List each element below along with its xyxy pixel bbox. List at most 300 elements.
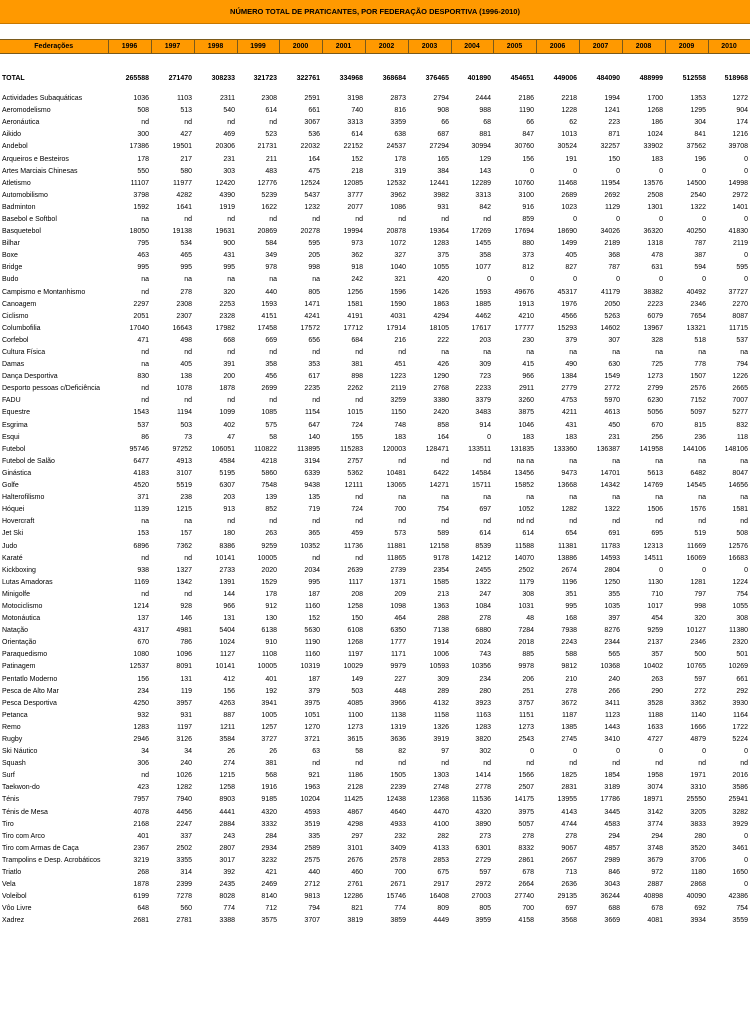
- spacer-row: [0, 85, 750, 93]
- table-cell: 2367: [133, 844, 149, 852]
- table-cell: 550: [137, 167, 149, 175]
- table-cell: nd: [227, 349, 235, 357]
- table-cell: na: [740, 349, 748, 357]
- table-cell: 3388: [219, 917, 235, 925]
- table-cell: 1256: [347, 288, 363, 296]
- table-cell: nd: [355, 554, 363, 562]
- table-cell: 2307: [176, 312, 192, 320]
- table-cell: 1566: [518, 772, 534, 780]
- federation-name: Artes Marciais Chinesas: [2, 167, 78, 175]
- total-cell: 321723: [253, 75, 277, 82]
- table-cell: nd: [184, 397, 192, 405]
- table-cell: 12085: [343, 179, 363, 187]
- table-cell: 309: [437, 675, 449, 683]
- table-cell: 4263: [219, 699, 235, 707]
- table-cell: 3957: [176, 699, 192, 707]
- table-cell: 2692: [604, 191, 620, 199]
- table-cell: 12111: [344, 482, 363, 490]
- table-cell: 2308: [261, 95, 277, 103]
- table-cell: 2884: [219, 820, 235, 828]
- table-cell: 6896: [133, 542, 149, 550]
- table-cell: 3461: [732, 844, 748, 852]
- table-cell: 20278: [300, 228, 320, 236]
- table-cell: 3355: [176, 856, 192, 864]
- table-cell: 0: [702, 566, 706, 574]
- table-cell: na: [698, 457, 706, 465]
- table-cell: 6199: [133, 893, 149, 901]
- table-cell: 1592: [133, 203, 149, 211]
- table-cell: 490: [565, 361, 577, 369]
- table-cell: 3672: [561, 699, 577, 707]
- table-cell: 1055: [732, 602, 748, 610]
- table-cell: 208: [351, 590, 363, 598]
- table-cell: 7654: [690, 312, 706, 320]
- table-cell: 805: [479, 905, 491, 913]
- table-cell: 2671: [390, 881, 406, 889]
- table-cell: 3017: [219, 856, 235, 864]
- table-cell: 153: [137, 530, 149, 538]
- federation-name: Ciclismo: [2, 312, 29, 320]
- table-cell: na: [441, 349, 449, 357]
- table-cell: 4320: [261, 808, 277, 816]
- table-cell: 231: [608, 433, 620, 441]
- table-cell: 1863: [433, 300, 449, 308]
- table-cell: 309: [479, 361, 491, 369]
- table-cell: 17040: [129, 324, 149, 332]
- table-cell: 912: [265, 602, 277, 610]
- table-cell: 859: [522, 215, 534, 223]
- table-cell: 4640: [390, 808, 406, 816]
- table-cell: 498: [180, 336, 192, 344]
- federation-name: Surf: [2, 772, 15, 780]
- table-cell: 3198: [347, 95, 363, 103]
- federation-name: Remo: [2, 723, 21, 731]
- table-row: [0, 492, 750, 504]
- table-cell: 9978: [518, 663, 534, 671]
- table-cell: 973: [351, 240, 363, 248]
- table-cell: 12524: [300, 179, 320, 187]
- table-cell: 192: [265, 687, 277, 695]
- table-cell: na: [569, 349, 577, 357]
- table-cell: 6477: [133, 457, 149, 465]
- table-cell: 11425: [344, 796, 363, 804]
- table-cell: nd: [526, 760, 534, 768]
- table-cell: nd: [184, 554, 192, 562]
- table-cell: 4078: [133, 808, 149, 816]
- table-cell: 4390: [219, 191, 235, 199]
- table-cell: 1777: [390, 639, 406, 647]
- table-cell: 2189: [604, 240, 620, 248]
- table-cell: 471: [137, 336, 149, 344]
- federation-name: Vela: [2, 881, 16, 889]
- federation-name: Golfe: [2, 482, 19, 490]
- table-cell: 3774: [647, 820, 663, 828]
- table-cell: 0: [487, 433, 491, 441]
- table-cell: 4085: [347, 699, 363, 707]
- table-cell: 10760: [514, 179, 534, 187]
- table-cell: 236: [694, 433, 706, 441]
- table-cell: 412: [223, 675, 235, 683]
- table-cell: 174: [736, 119, 748, 127]
- table-cell: 223: [608, 119, 620, 127]
- federation-name: Taekwon-do: [2, 784, 40, 792]
- table-cell: 2507: [518, 784, 534, 792]
- table-cell: 440: [265, 288, 277, 296]
- federation-name: Futebol: [2, 445, 26, 453]
- table-cell: 1024: [219, 639, 235, 647]
- table-cell: 1257: [261, 723, 277, 731]
- table-cell: 240: [180, 760, 192, 768]
- table-cell: 349: [265, 252, 277, 260]
- table-cell: 670: [137, 639, 149, 647]
- total-cell: 271470: [168, 75, 192, 82]
- table-cell: 1283: [433, 240, 449, 248]
- table-cell: 2253: [219, 300, 235, 308]
- table-row: [0, 577, 750, 589]
- table-cell: 2729: [475, 856, 491, 864]
- table-cell: 710: [651, 590, 663, 598]
- table-row: [0, 867, 750, 879]
- table-cell: 17694: [514, 228, 534, 236]
- table-cell: 1290: [433, 373, 449, 381]
- table-cell: 565: [608, 651, 620, 659]
- table-cell: 320: [694, 615, 706, 623]
- table-cell: 351: [565, 590, 577, 598]
- table-cell: 66: [526, 119, 534, 127]
- table-cell: nd: [269, 518, 277, 526]
- table-cell: 115283: [340, 445, 363, 453]
- table-cell: 15293: [557, 324, 577, 332]
- table-cell: 668: [223, 336, 235, 344]
- table-cell: 183: [522, 433, 534, 441]
- table-cell: 3359: [390, 119, 406, 127]
- table-row: [0, 262, 750, 274]
- federation-name: Actividades Subaquáticas: [2, 95, 83, 103]
- table-cell: 16408: [429, 893, 449, 901]
- table-cell: 405: [180, 361, 192, 369]
- table-cell: 38382: [643, 288, 663, 296]
- table-cell: 131835: [510, 445, 534, 453]
- federation-name: Hovercraft: [2, 518, 35, 526]
- table-cell: 2807: [219, 844, 235, 852]
- table-cell: 1994: [604, 95, 620, 103]
- table-cell: 938: [137, 566, 149, 574]
- table-cell: 3875: [518, 409, 534, 417]
- table-cell: 155: [351, 433, 363, 441]
- table-cell: 1326: [433, 723, 449, 731]
- table-cell: 213: [437, 590, 449, 598]
- table-cell: 2665: [732, 385, 748, 393]
- table-cell: 0: [744, 881, 748, 889]
- table-cell: 19631: [215, 228, 235, 236]
- table-row: [0, 758, 750, 770]
- table-cell: 6230: [647, 397, 663, 405]
- table-cell: 900: [223, 240, 235, 248]
- table-cell: 5970: [604, 397, 620, 405]
- table-cell: 209: [394, 590, 406, 598]
- table-cell: 654: [565, 530, 577, 538]
- table-cell: 2435: [219, 881, 235, 889]
- table-cell: nd: [655, 760, 663, 768]
- table-cell: 4462: [475, 312, 491, 320]
- table-row: [0, 903, 750, 915]
- table-cell: 29135: [557, 893, 577, 901]
- table-cell: 1666: [690, 723, 706, 731]
- table-cell: 0: [744, 155, 748, 163]
- table-cell: 289: [437, 687, 449, 695]
- table-cell: 66: [441, 119, 449, 127]
- federation-name: Natação: [2, 627, 29, 635]
- table-cell: 2233: [475, 385, 491, 393]
- table-cell: 16643: [172, 324, 192, 332]
- table-cell: 684: [351, 336, 363, 344]
- table-cell: 8091: [176, 663, 192, 671]
- table-cell: 2636: [561, 881, 577, 889]
- table-row: [0, 323, 750, 335]
- table-cell: 743: [479, 651, 491, 659]
- table-cell: 2218: [561, 95, 577, 103]
- total-cell: 308233: [211, 75, 235, 82]
- table-cell: 3748: [647, 844, 663, 852]
- table-cell: 18690: [557, 228, 577, 236]
- table-cell: 1130: [647, 578, 663, 586]
- table-cell: 0: [744, 276, 748, 284]
- total-cell: 265588: [125, 75, 149, 82]
- table-cell: 4132: [433, 699, 449, 707]
- table-cell: 14656: [728, 482, 748, 490]
- federation-name: Cultura Física: [2, 349, 46, 357]
- table-cell: 19138: [172, 228, 192, 236]
- table-row: [0, 202, 750, 214]
- table-cell: 1885: [475, 300, 491, 308]
- table-cell: 278: [522, 832, 534, 840]
- table-cell: 211: [265, 155, 277, 163]
- table-cell: 294: [608, 832, 620, 840]
- table-cell: 9812: [561, 663, 577, 671]
- table-row: [0, 843, 750, 855]
- table-cell: nd: [355, 215, 363, 223]
- table-cell: 4520: [133, 482, 149, 490]
- table-cell: 1506: [647, 506, 663, 514]
- table-cell: 778: [694, 361, 706, 369]
- table-cell: 2119: [732, 240, 748, 248]
- table-cell: 3528: [647, 699, 663, 707]
- table-row: [0, 637, 750, 649]
- table-cell: nd: [355, 349, 363, 357]
- table-cell: 2543: [518, 736, 534, 744]
- table-row: [0, 359, 750, 371]
- table-cell: 14545: [686, 482, 706, 490]
- table-cell: 10593: [429, 663, 449, 671]
- table-cell: 217: [180, 155, 192, 163]
- table-cell: 0: [659, 748, 663, 756]
- table-cell: 719: [308, 506, 320, 514]
- table-cell: na: [312, 276, 320, 284]
- table-cell: 156: [223, 687, 235, 695]
- table-row: [0, 831, 750, 843]
- table-cell: 15746: [386, 893, 406, 901]
- table-cell: 6079: [647, 312, 663, 320]
- table-cell: 272: [694, 687, 706, 695]
- table-cell: nd: [612, 760, 620, 768]
- table-cell: nd: [483, 760, 491, 768]
- table-cell: 724: [351, 421, 363, 429]
- table-cell: 2689: [561, 191, 577, 199]
- table-cell: 1258: [347, 602, 363, 610]
- table-cell: 1232: [304, 203, 320, 211]
- table-cell: 661: [308, 107, 320, 115]
- table-cell: 2016: [732, 772, 748, 780]
- table-cell: 584: [265, 240, 277, 248]
- federation-name: Voleibol: [2, 893, 27, 901]
- table-cell: 614: [479, 530, 491, 538]
- table-cell: 14070: [514, 554, 534, 562]
- table-cell: 118: [736, 433, 748, 441]
- table-cell: 379: [308, 687, 320, 695]
- table-cell: 1971: [690, 772, 706, 780]
- table-cell: 614: [265, 107, 277, 115]
- table-cell: 809: [437, 905, 449, 913]
- table-cell: 1258: [219, 784, 235, 792]
- federation-name: Ténis: [2, 796, 20, 804]
- table-cell: 4933: [390, 820, 406, 828]
- table-cell: 130: [265, 615, 277, 623]
- table-cell: 6350: [390, 627, 406, 635]
- table-cell: 631: [651, 264, 663, 272]
- table-cell: 454: [651, 615, 663, 623]
- table-cell: na: [483, 494, 491, 502]
- federation-name: FADU: [2, 397, 21, 405]
- table-cell: 150: [608, 155, 620, 163]
- table-cell: 4191: [347, 312, 363, 320]
- table-cell: na: [184, 518, 192, 526]
- table-cell: nd: [141, 772, 149, 780]
- table-cell: 137: [137, 615, 149, 623]
- table-cell: 12438: [386, 796, 406, 804]
- federation-name: Basquetebol: [2, 228, 41, 236]
- table-cell: 1384: [561, 373, 577, 381]
- table-cell: 4744: [561, 820, 577, 828]
- table-cell: 3669: [604, 917, 620, 925]
- table-cell: 1099: [219, 409, 235, 417]
- table-cell: 1322: [604, 506, 620, 514]
- table-cell: 4282: [176, 191, 192, 199]
- table-cell: 191: [565, 155, 577, 163]
- table-cell: 19994: [343, 228, 363, 236]
- table-cell: 140: [308, 433, 320, 441]
- table-cell: 3559: [732, 917, 748, 925]
- table-cell: 995: [137, 264, 149, 272]
- table-cell: 8276: [604, 627, 620, 635]
- table-cell: 10765: [686, 663, 706, 671]
- header-year: 2008: [622, 40, 665, 54]
- federation-name: Kickboxing: [2, 566, 36, 574]
- table-cell: 1085: [261, 409, 277, 417]
- table-cell: 156: [137, 675, 149, 683]
- table-cell: 0: [530, 748, 534, 756]
- table-cell: nd: [184, 215, 192, 223]
- header-row: [0, 40, 750, 54]
- table-cell: 1197: [176, 723, 192, 731]
- table-cell: 17777: [514, 324, 534, 332]
- table-cell: 3575: [261, 917, 277, 925]
- table-cell: 32257: [600, 143, 620, 151]
- table-cell: 210: [565, 675, 577, 683]
- table-cell: 10141: [215, 663, 235, 671]
- table-cell: 858: [437, 421, 449, 429]
- table-cell: 440: [308, 869, 320, 877]
- table-cell: 1319: [390, 723, 406, 731]
- table-cell: 392: [223, 869, 235, 877]
- table-cell: 1215: [219, 772, 235, 780]
- table-cell: na: [441, 494, 449, 502]
- table-cell: 3101: [347, 844, 363, 852]
- table-cell: na: [740, 457, 748, 465]
- table-cell: 1098: [390, 602, 406, 610]
- table-cell: na: [483, 349, 491, 357]
- table-cell: 17572: [300, 324, 320, 332]
- table-cell: 1017: [647, 602, 663, 610]
- table-cell: 4151: [261, 312, 277, 320]
- table-row: [0, 456, 750, 468]
- table-cell: 4879: [690, 736, 706, 744]
- table-cell: 910: [265, 639, 277, 647]
- table-cell: 4298: [347, 820, 363, 828]
- table-cell: 206: [522, 675, 534, 683]
- table-cell: na: [569, 494, 577, 502]
- table-cell: 41830: [728, 228, 748, 236]
- table-cell: 1140: [690, 711, 706, 719]
- table-cell: 4441: [219, 808, 235, 816]
- table-cell: 0: [744, 167, 748, 175]
- table-cell: 3959: [475, 917, 491, 925]
- table-cell: 157: [180, 530, 192, 538]
- table-cell: 2779: [561, 385, 577, 393]
- table-cell: 9979: [390, 663, 406, 671]
- table-cell: 187: [308, 590, 320, 598]
- table-cell: 183: [651, 155, 663, 163]
- table-cell: 3923: [475, 699, 491, 707]
- table-cell: 880: [522, 240, 534, 248]
- table-cell: 196: [694, 155, 706, 163]
- table-cell: 12776: [257, 179, 277, 187]
- header-federations: Federações: [0, 40, 108, 54]
- table-cell: 1117: [348, 578, 363, 586]
- header-year: 2006: [536, 40, 579, 54]
- table-cell: 263: [265, 530, 277, 538]
- table-cell: 754: [736, 590, 748, 598]
- table-cell: 816: [394, 107, 406, 115]
- table-cell: 842: [479, 203, 491, 211]
- table-cell: 1031: [518, 602, 534, 610]
- table-row: [0, 891, 750, 903]
- table-row: [0, 819, 750, 831]
- table-cell: 62: [569, 119, 577, 127]
- table-cell: 2077: [347, 203, 363, 211]
- table-cell: 3819: [347, 917, 363, 925]
- table-cell: 1171: [390, 651, 406, 659]
- table-row: [0, 915, 750, 927]
- table-cell: 0: [487, 276, 491, 284]
- table-cell: 2917: [433, 881, 449, 889]
- table-cell: 4470: [433, 808, 449, 816]
- table-cell: 503: [180, 421, 192, 429]
- table-cell: 27740: [514, 893, 534, 901]
- table-cell: 183: [394, 433, 406, 441]
- table-cell: na: [227, 276, 235, 284]
- table-cell: nd: [141, 590, 149, 598]
- table-cell: 97252: [172, 445, 192, 453]
